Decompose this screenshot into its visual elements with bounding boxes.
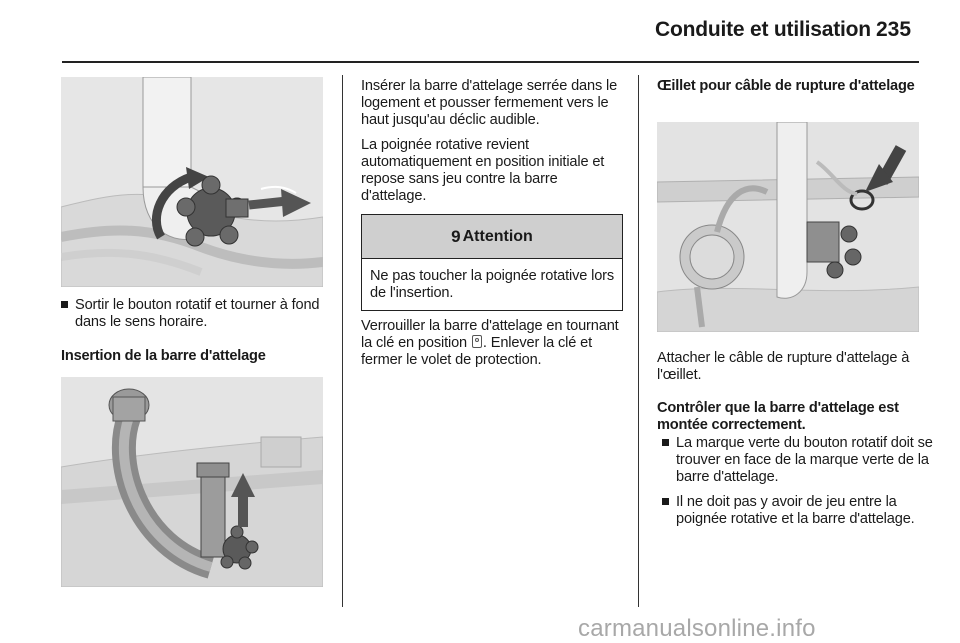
list-item-no-play	[662, 494, 933, 528]
list-item-rotate-knob	[61, 297, 337, 331]
paragraph-handle-return: La poignée rotative revient automatiquement en position initiale et repose sans jeu contre la barre d'attelage.	[361, 137, 605, 204]
column-divider-2	[638, 75, 639, 607]
paragraph-attach-cable: Attacher le câble de rupture d'attelage à l'œillet.	[657, 350, 910, 383]
warning-triangle-icon: 9	[451, 226, 461, 246]
instruction-text-block	[361, 78, 625, 213]
page-number: 235	[876, 18, 912, 41]
column-divider-1	[342, 75, 343, 607]
list-item-green-mark	[662, 435, 933, 486]
list-item-text: Sortir le bouton rotatif et tourner à fond dans le sens horaire.	[75, 297, 320, 330]
list-item-text: Il ne doit pas y avoir de jeu entre la poignée rotative et la barre d'attelage.	[676, 494, 915, 527]
paragraph-insert-bar: Insérer la barre d'attelage serrée dans le logement et pousser fermement vers le haut jusqu'au déclic audible.	[361, 78, 618, 128]
warning-body: Ne pas toucher la poignée rotative lors de l'insertion.	[370, 268, 615, 301]
section-heading-check-mounting: Contrôler que la barre d'attelage est montée correctement.	[657, 400, 899, 433]
list-item-text: La marque verte du bouton rotatif doit se trouver en face de la marque verte de la barre d'attelage.	[676, 435, 933, 485]
section-heading-insertion: Insertion de la barre d'attelage	[61, 348, 266, 364]
bullet-mark	[662, 439, 669, 446]
header-rule	[62, 61, 919, 63]
bullet-mark	[61, 301, 68, 308]
paragraph-lock-bar-part1: Verrouiller la barre d'attelage en tournant la clé en position	[361, 318, 619, 351]
watermark: carmanualsonline.info	[578, 615, 816, 642]
figure-towbar-insertion	[61, 377, 323, 587]
figure-breakaway-eyelet	[657, 122, 919, 332]
section-heading-eyelet: Œillet pour câble de rupture d'attelage	[657, 78, 915, 94]
warning-header	[362, 215, 622, 259]
page-header-title: Conduite et utilisation	[655, 18, 871, 41]
paragraph-lock-bar	[361, 318, 626, 369]
warning-box	[361, 214, 623, 311]
bullet-mark	[662, 498, 669, 505]
warning-title: Attention	[462, 227, 533, 245]
figure-rotary-knob	[61, 77, 323, 287]
lock-position-key-icon	[472, 335, 482, 348]
paragraph-lock-bar-part2: . Enlever la clé et fermer le volet de protection.	[361, 335, 593, 368]
